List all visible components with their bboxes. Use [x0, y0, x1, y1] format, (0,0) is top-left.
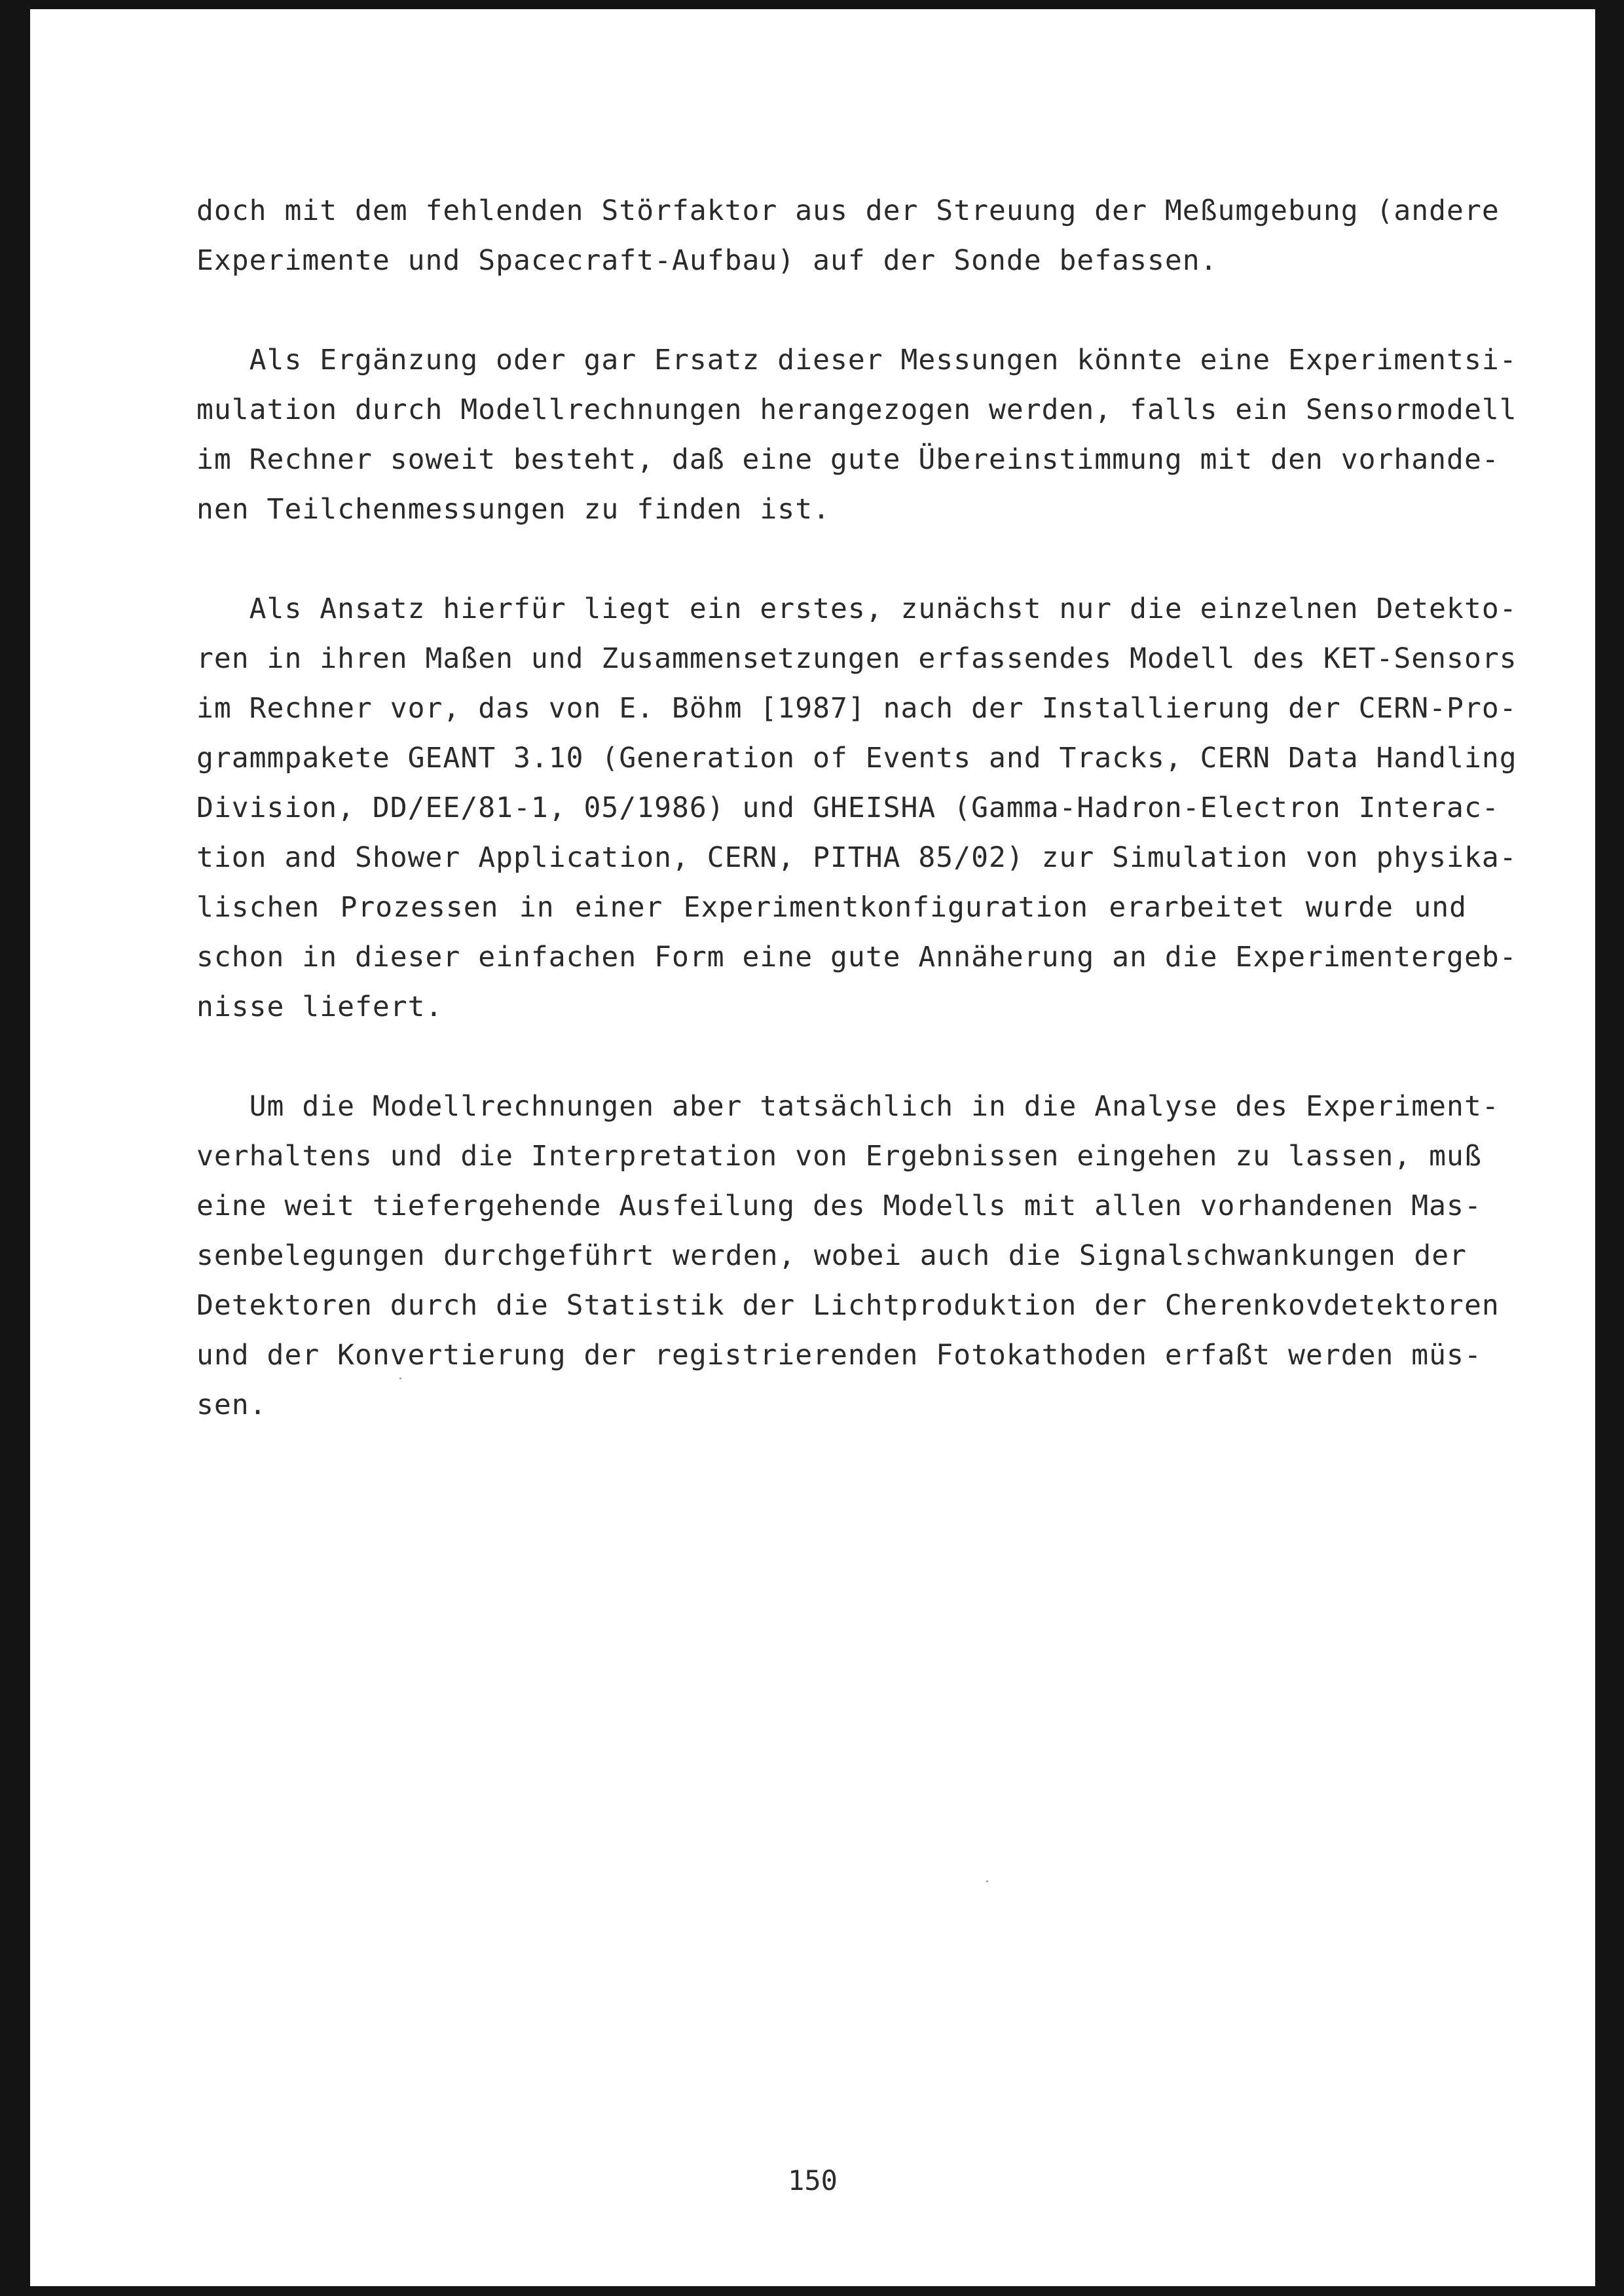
page-number: 150 [788, 2164, 838, 2196]
scan-speck [986, 1880, 988, 1882]
text-line: tion and Shower Application, CERN, PITHA 85/02) zur Simulation von physika- [196, 841, 1517, 874]
text-line: Experimente und Spacecraft-Aufbau) auf der Sonde befassen. [196, 244, 1218, 277]
paragraph-gap [196, 1032, 1467, 1082]
text-line: ren in ihren Maßen und Zusammensetzungen erfassendes Modell des KET-Sensors [196, 642, 1517, 675]
text-line: im Rechner vor, das von E. Böhm [1987] nach der Installierung der CERN-Pro- [196, 692, 1517, 725]
text-line: doch mit dem fehlenden Störfaktor aus der Streuung der Meßumgebung (andere [196, 194, 1500, 227]
text-line: grammpakete GEANT 3.10 (Generation of Events and Tracks, CERN Data Handling [196, 742, 1517, 774]
text-line: nen Teilchenmessungen zu finden ist. [196, 493, 830, 526]
text-line: nisse liefert. [196, 991, 443, 1023]
body-text [196, 186, 1517, 1430]
text-line: senbelegungen durchgeführt werden, wobei auch die Signalschwankungen der [196, 1239, 1467, 1272]
text-line: Detektoren durch die Statistik der Lichtproduktion der Cherenkovdetektoren [196, 1289, 1500, 1322]
paragraph-gap [196, 285, 1467, 335]
text-line: im Rechner soweit besteht, daß eine gute Übereinstimmung mit den vorhande- [196, 443, 1500, 476]
text-line: sen. [196, 1389, 267, 1421]
text-line: schon in dieser einfachen Form eine gute Annäherung an die Experimentergeb- [196, 941, 1517, 974]
text-line: verhaltens und die Interpretation von Ergebnissen eingehen zu lassen, muß [196, 1140, 1482, 1173]
text-line: Als Ansatz hierfür liegt ein erstes, zunächst nur die einzelnen Detekto- [196, 592, 1517, 625]
text-line: eine weit tiefergehende Ausfeilung des Modells mit allen vorhandenen Mas- [196, 1190, 1482, 1222]
text-line: und der Konvertierung der registrierenden Fotokathoden erfaßt werden müs- [196, 1339, 1482, 1372]
scan-speck [399, 1377, 401, 1379]
text-line: mulation durch Modellrechnungen herangezogen werden, falls ein Sensormodell [196, 393, 1517, 426]
text-line: Als Ergänzung oder gar Ersatz dieser Messungen könnte eine Experimentsi- [196, 344, 1517, 376]
document-page [30, 9, 1595, 2286]
paragraph-gap [196, 534, 1467, 584]
text-line: Um die Modellrechnungen aber tatsächlich in die Analyse des Experiment- [196, 1090, 1500, 1123]
text-line: lischen Prozessen in einer Experimentkonfiguration erarbeitet wurde und [196, 891, 1467, 924]
text-line: Division, DD/EE/81-1, 05/1986) und GHEISHA (Gamma-Hadron-Electron Interac- [196, 792, 1500, 824]
